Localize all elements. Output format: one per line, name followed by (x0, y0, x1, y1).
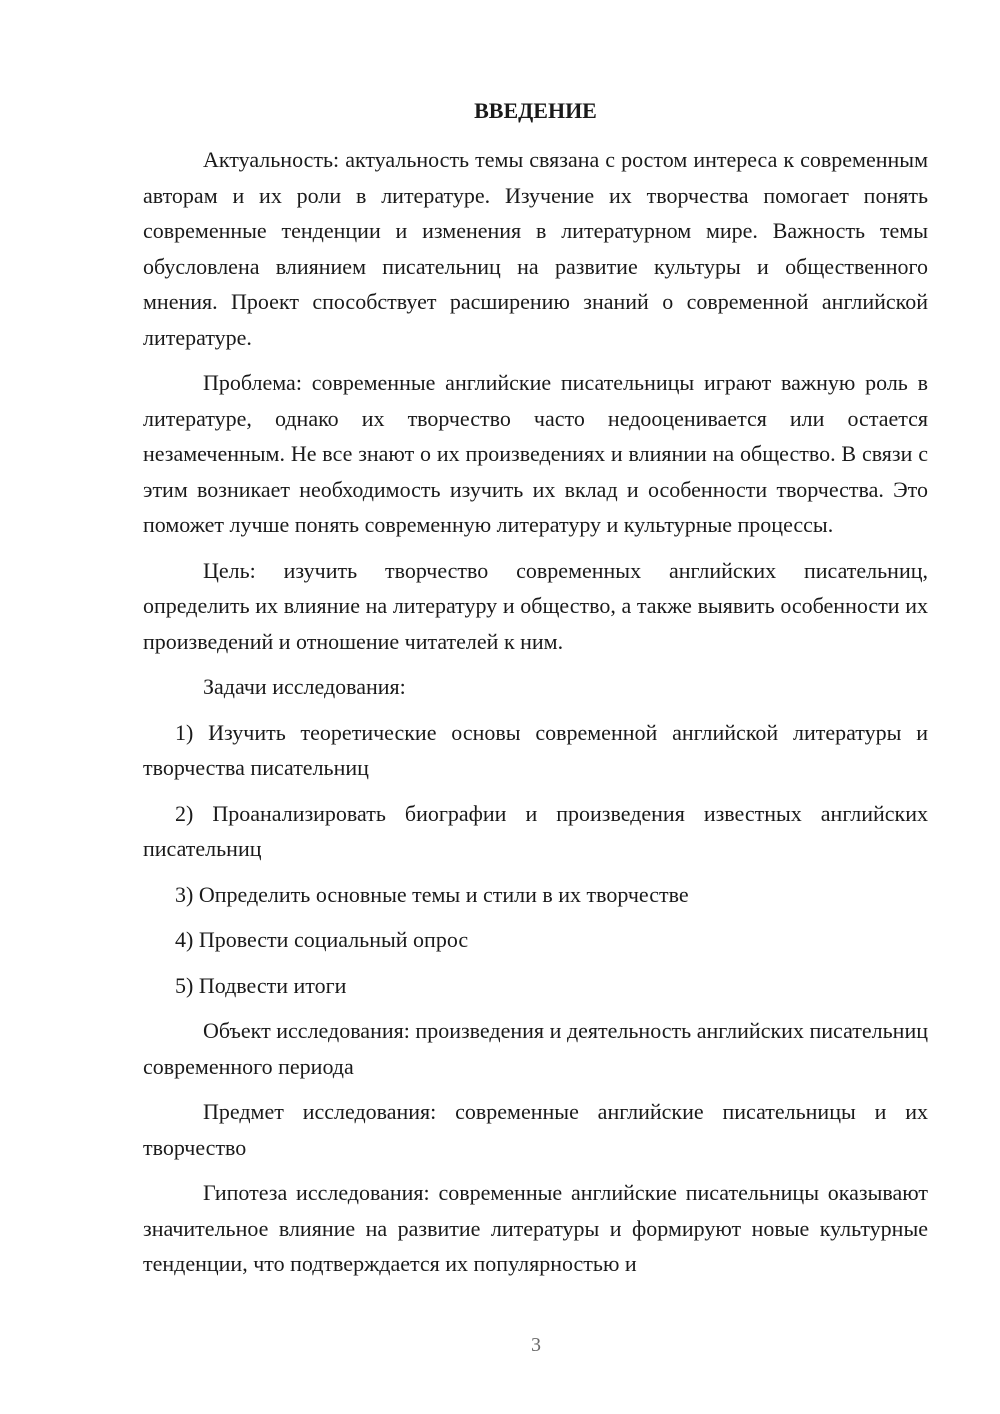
object-paragraph: Объект исследования: произведения и деятельность английских писательниц современного периода (143, 1018, 928, 1079)
tasks-heading: Задачи исследования: (203, 674, 406, 699)
task-item-5: 5) Подвести итоги (175, 972, 347, 998)
problem-paragraph: Проблема: современные английские писательницы играют важную роль в литературе, однако их творчество часто недооценивается или остается незамеченным. Не все знают о их произведениях и влиянии на общество. В связи с этим возникает необходимость изучить их вклад и особенности творчества. Это поможет лучше понять современную литературу и культурные процессы. (143, 370, 928, 537)
subject-paragraph: Предмет исследования: современные английские писательницы и их творчество (143, 1099, 928, 1160)
relevance-paragraph: Актуальность: актуальность темы связана с ростом интереса к современным авторам и их роли в литературе. Изучение их творчества помогает понять современные тенденции и изменения в литературном мире. Важность темы обусловлена влиянием писательниц на развитие культуры и общественного мнения. Проект способствует расширению знаний о современной английской литературе. (143, 147, 928, 350)
task-item-3: 3) Определить основные темы и стили в их творчестве (175, 881, 689, 907)
page-number: 3 (531, 1334, 541, 1356)
page-content (143, 92, 928, 1292)
hypothesis-paragraph: Гипотеза исследования: современные английские писательницы оказывают значительное влияние на развитие литературы и формируют новые культурные тенденции, что подтверждается их популярностью и (143, 1180, 928, 1276)
task-item-2: 2) Проанализировать биографии и произведения известных английских писательниц (143, 800, 928, 861)
task-item-4: 4) Провести социальный опрос (175, 927, 469, 952)
task-item-1: 1) Изучить теоретические основы современной английской литературы и творчества писательниц (143, 719, 928, 780)
goal-paragraph: Цель: изучить творчество современных английских писательниц, определить их влияние на литературу и общество, а также выявить особенности их произведений и отношение читателей к ним. (143, 557, 928, 654)
section-heading: ВВЕДЕНИЕ (474, 98, 597, 123)
